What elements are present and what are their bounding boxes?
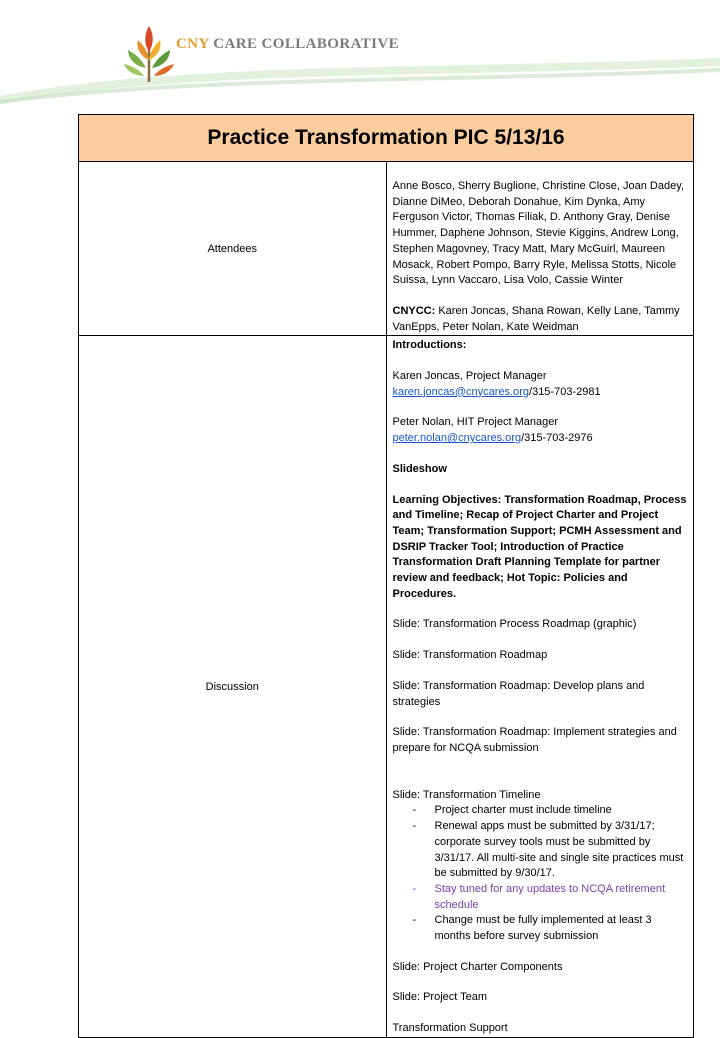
slide-project-team: Slide: Project Team — [392, 991, 488, 1004]
karen-email-link[interactable]: karen.joncas@cnycares.org — [392, 385, 530, 398]
logo-suffix: CARE COLLABORATIVE — [209, 36, 400, 52]
slide-roadmap-develop: Slide: Transformation Roadmap: Develop plans and strategies — [392, 679, 645, 708]
timeline-list — [393, 803, 688, 944]
attendees-label: Attendees — [79, 162, 387, 336]
attendees-content — [386, 162, 694, 336]
tree-logo-icon — [122, 20, 176, 82]
title-cell — [79, 115, 694, 162]
page-header — [0, 0, 720, 110]
slide-process-roadmap: Slide: Transformation Process Roadmap (graphic) — [392, 618, 637, 631]
list-item: - Stay tuned for any updates to NCQA retirement schedule — [413, 882, 688, 913]
list-item: - Project charter must include timeline — [413, 803, 688, 819]
attendees-row — [79, 162, 694, 336]
slide-timeline: Slide: Transformation Timeline — [392, 788, 541, 801]
contact-karen — [393, 369, 688, 400]
learning-objectives: Learning Objectives: Transformation Roadmap, Process and Timeline; Recap of Project Charter and Project Team; Transformation Support; PCMH Assessment and DSRIP Tracker Tool; Introduction of Practice Transformation Draft Planning Template for partner review and feedback; Hot Topic: Policies and Procedures. — [392, 493, 687, 600]
introductions-heading: Introductions: — [392, 339, 467, 352]
list-item: - Renewal apps must be submitted by 3/31/17; corporate survey tools must be submitted by 3/31/17. All multi-site and single site practices must be submitted by 9/30/17. — [413, 819, 688, 882]
discussion-label: Discussion — [79, 336, 387, 1038]
transformation-support: Transformation Support — [392, 1022, 508, 1035]
title-row — [79, 115, 694, 162]
contact-karen-prefix: Karen Joncas, Project Manager — [392, 370, 547, 383]
discussion-row — [79, 336, 694, 1038]
minutes-table — [78, 114, 694, 1038]
cnycc-label: CNYCC: — [392, 304, 436, 317]
peter-email-link[interactable]: peter.nolan@cnycares.org — [392, 432, 522, 445]
logo-wordmark — [176, 36, 399, 53]
slide-charter-components: Slide: Project Charter Components — [392, 960, 563, 973]
slideshow-heading: Slideshow — [392, 462, 447, 475]
slide-roadmap: Slide: Transformation Roadmap — [392, 649, 548, 662]
contact-peter-prefix: Peter Nolan, HIT Project Manager — [392, 416, 558, 429]
header-wave-decoration — [0, 0, 720, 110]
logo-prefix: CNY — [176, 36, 210, 52]
slide-roadmap-implement: Slide: Transformation Roadmap: Implement strategies and prepare for NCQA submission — [392, 726, 677, 754]
discussion-content — [386, 336, 694, 1038]
contact-peter-phone: /315-703-2976 — [521, 432, 593, 445]
list-item: - Change must be fully implemented at least 3 months before survey submission — [413, 913, 688, 944]
cnycc-names: Karen Joncas, Shana Rowan, Kelly Lane, Tammy VanEpps, Peter Nolan, Kate Weidman — [392, 304, 680, 333]
contact-peter — [393, 415, 688, 446]
document-title: Practice Transformation PIC 5/13/16 — [207, 126, 565, 149]
cnycc-line — [393, 304, 688, 335]
attendees-names: Anne Bosco, Sherry Buglione, Christine Close, Joan Dadey, Dianne DiMeo, Deborah Donahue, Kim Dynka, Amy Ferguson Victor, Thomas Filiak, D. Anthony Gray, Denise Hummer, Daphene Johnson, Stevie Kiggins, Andrew Long, Stephen Magovney, Tracy Matt, Mary McGuirl, Maureen Mosack, Robert Pompo, Barry Ryle, Melissa Stotts, Nicole Suissa, Lynn Vaccaro, Lisa Volo, Cassie Winter — [392, 180, 684, 287]
contact-karen-phone: /315-703-2981 — [529, 385, 601, 398]
